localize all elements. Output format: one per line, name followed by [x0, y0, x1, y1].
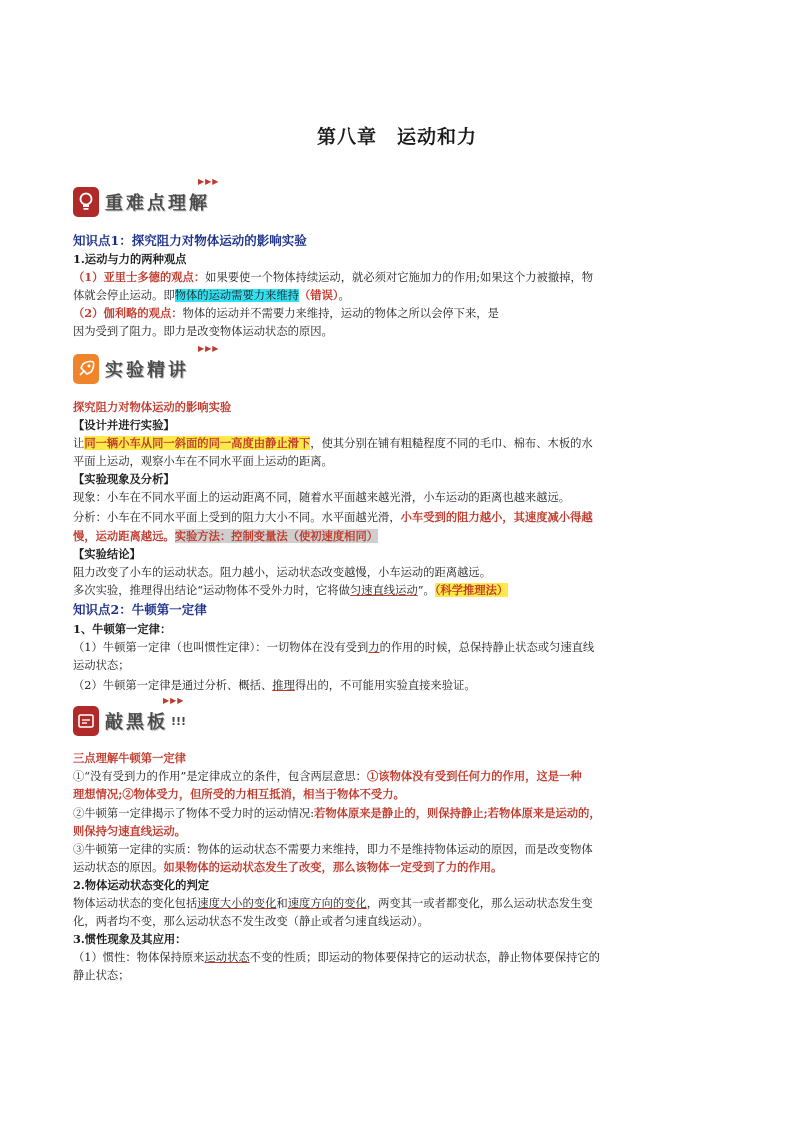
paragraph-line: 让同一辆小车从同一斜面的同一高度由静止滑下，使其分别在铺有粗糙程度不同的毛巾、棉布、木板的水 [73, 436, 593, 450]
lightbulb-icon [73, 187, 99, 217]
knowledge-point-title: 知识点2：牛顿第一定律 [73, 602, 207, 617]
paragraph-line: ③牛顿第一定律的实质：物体的运动状态不需要力来维持，即力不是维持物体运动的原因，而是改变物体 [73, 843, 593, 856]
paragraph-line: ①“没有受到力的作用”是定律成立的条件，包含两层意思：①该物体没有受到任何力的作用，这是一种 [73, 769, 582, 783]
paragraph-line: （2）伽利略的观点：物体的运动并不需要力来维持，运动的物体之所以会停下来，是 [73, 306, 499, 320]
subheading: 【设计并进行实验】 [73, 418, 175, 432]
paragraph-line: 现象：小车在不同水平面上的运动距离不同，随着水平面越来越光滑，小车运动的距离也越来越远。 [73, 491, 571, 504]
paragraph-line: 运动状态的原因。如果物体的运动状态发生了改变，那么该物体一定受到了力的作用。 [73, 860, 503, 874]
section-header-experiment [73, 344, 220, 386]
paragraph-line: （1）惯性：物体保持原来运动状态不变的性质；即运动的物体要保持它的运动状态，静止物体要保持它的 [73, 951, 600, 964]
paragraph-line: 分析：小车在不同水平面上受到的阻力大小不同。水平面越光滑，小车受到的阻力越小，其速度减小得越 [73, 510, 593, 524]
paragraph-line: 多次实验，推理得出结论“运动物体不受外力时，它将做匀速直线运动”。（科学推理法） [73, 583, 509, 597]
paragraph-line: 静止状态； [73, 969, 130, 982]
paragraph-line: （2）牛顿第一定律是通过分析、概括、推理得出的，不可能用实验直接来验证。 [73, 679, 476, 692]
subheading: 3.惯性现象及其应用： [73, 932, 187, 946]
arrow-dots-icon: ▶▶▶ [163, 696, 185, 705]
subheading: 1、牛顿第一定律： [73, 622, 172, 636]
paragraph-line: （1）牛顿第一定律（也叫惯性定律）：一切物体在没有受到力的作用的时候，总保持静止状态或匀速直线 [73, 641, 595, 654]
arrow-dots-icon: ▶▶▶ [198, 177, 220, 186]
paragraph-line: 平面上运动，观察小车在不同水平面上运动的距离。 [73, 455, 333, 468]
subheading: 【实验结论】 [73, 547, 141, 561]
section-header-key-points [73, 177, 220, 219]
arrow-dots-icon: ▶▶▶ [198, 344, 220, 353]
subheading: 2.物体运动状态变化的判定 [73, 878, 210, 892]
paragraph-line: 阻力改变了小车的运动状态。阻力越小，运动状态改变越慢，小车运动的距离越远。 [73, 566, 491, 579]
paragraph-line: 物体运动状态的变化包括速度大小的变化和速度方向的变化，两变其一或者都变化，那么运动状态发生变 [73, 897, 593, 910]
paragraph-line: 理想情况;②物体受力，但所受的力相互抵消，相当于物体不受力。 [73, 787, 405, 801]
subheading: 【实验现象及分析】 [73, 472, 175, 486]
section-label: 实验精讲 [105, 360, 189, 381]
section-label: 重难点理解 [105, 193, 210, 214]
board-title: 三点理解牛顿第一定律 [73, 751, 186, 765]
blackboard-icon [73, 706, 99, 736]
rocket-icon [73, 354, 99, 384]
section-label: 敲黑板 [105, 712, 168, 733]
chapter-title: 第八章 运动和力 [316, 126, 477, 148]
paragraph-line: 运动状态； [73, 659, 130, 672]
exclamation-marks: !!! [171, 714, 187, 728]
paragraph-line: ②牛顿第一定律揭示了物体不受力时的运动情况:若物体原来是静止的，则保持静止;若物体原来是运动的， [73, 806, 601, 820]
paragraph-line: （1）亚里士多德的观点：如果要使一个物体持续运动，就必须对它施加力的作用;如果这个力被撤掉，物 [73, 270, 594, 284]
subheading: 1.运动与力的两种观点 [73, 252, 187, 266]
experiment-title: 探究阻力对物体运动的影响实验 [73, 400, 232, 414]
paragraph-line: 则保持匀速直线运动。 [73, 824, 186, 838]
paragraph-line: 因为受到了阻力。即力是改变物体运动状态的原因。 [73, 325, 333, 338]
paragraph-line: 体就会停止运动。即物体的运动需要力来维持（错误）。 [73, 288, 350, 302]
section-header-blackboard [73, 696, 187, 738]
paragraph-line: 化，两者均不变，那么运动状态不发生改变（静止或者匀速直线运动）。 [73, 915, 429, 928]
knowledge-point-title: 知识点1：探究阻力对物体运动的影响实验 [73, 233, 307, 248]
paragraph-line: 慢，运动距离越远。实验方法：控制变量法（使初速度相同） [73, 529, 379, 543]
